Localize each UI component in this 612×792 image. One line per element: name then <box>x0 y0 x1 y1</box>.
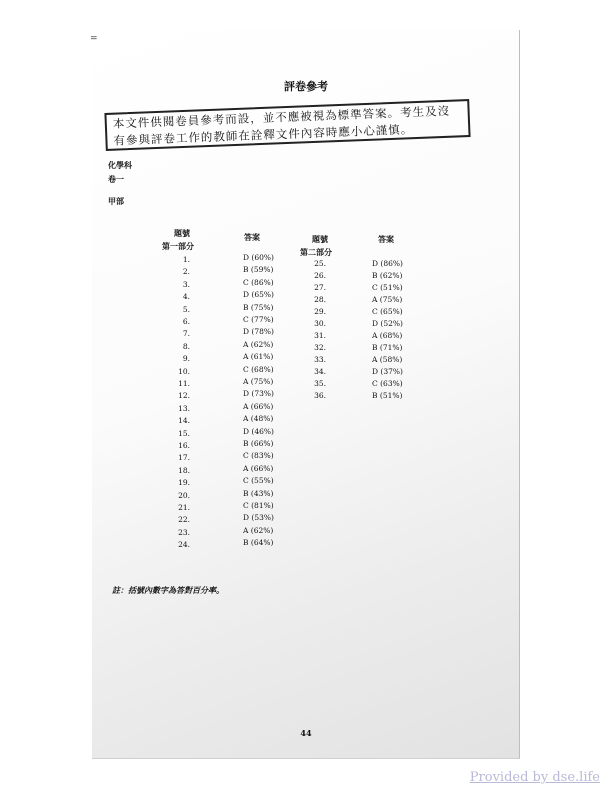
answer-value: A (66%) <box>243 401 274 411</box>
answer-value: B (43%) <box>243 488 274 498</box>
question-number: 17. <box>178 453 190 463</box>
question-number: 24. <box>178 540 190 550</box>
answer-value: C (65%) <box>372 307 403 316</box>
answer-value: A (66%) <box>243 463 274 473</box>
question-number: 27. <box>314 283 326 292</box>
question-number: 18. <box>178 465 190 475</box>
left-question-header: 題號 <box>174 228 190 238</box>
question-number: 26. <box>314 271 326 280</box>
question-number: 32. <box>314 343 326 352</box>
corner-mark: = <box>90 34 98 44</box>
answer-value: A (62%) <box>243 525 274 535</box>
answer-value: C (51%) <box>372 283 403 292</box>
right-part-label: 第二部分 <box>300 247 332 257</box>
question-number: 31. <box>314 331 326 340</box>
page-number: 44 <box>300 728 312 738</box>
right-answer-header: 答案 <box>378 234 394 244</box>
question-number: 15. <box>178 428 190 438</box>
answer-value: C (55%) <box>243 476 274 486</box>
question-number: 7. <box>182 329 190 339</box>
answer-value: B (62%) <box>372 271 403 280</box>
answer-value: D (86%) <box>372 259 403 268</box>
answer-value: A (68%) <box>372 331 403 340</box>
left-part-label: 第一部分 <box>162 241 194 251</box>
left-answer-header: 答案 <box>244 232 260 242</box>
question-number: 3. <box>182 279 190 289</box>
question-number: 2. <box>182 267 190 277</box>
question-number: 11. <box>178 379 190 388</box>
subject-label: 化學科 <box>108 160 132 170</box>
provided-by-link[interactable]: Provided by dse.life <box>469 770 600 785</box>
answer-value: A (58%) <box>372 355 403 364</box>
question-number: 25. <box>314 259 326 268</box>
page-title: 評卷參考 <box>284 80 328 93</box>
question-number: 30. <box>314 319 326 328</box>
answer-value: D (46%) <box>243 426 274 436</box>
question-number: 1. <box>182 255 190 264</box>
answer-value: A (75%) <box>243 377 274 386</box>
question-number: 13. <box>178 403 190 413</box>
answer-value: C (86%) <box>243 277 274 287</box>
question-number: 35. <box>314 379 326 388</box>
answer-value: C (81%) <box>243 501 274 510</box>
answer-value: A (75%) <box>372 295 403 304</box>
answer-value: C (77%) <box>243 315 274 324</box>
footnote: 註：括號內數字為答對百分率。 <box>112 585 224 595</box>
question-number: 14. <box>178 416 190 426</box>
answer-value: B (71%) <box>372 343 403 352</box>
answer-value: B (59%) <box>243 265 274 275</box>
page-bottom-edge <box>92 758 520 759</box>
question-number: 21. <box>178 503 190 512</box>
answer-value: D (78%) <box>243 327 274 337</box>
answer-value: D (52%) <box>372 319 403 328</box>
question-number: 16. <box>178 441 190 450</box>
question-number: 5. <box>182 304 190 314</box>
page-edge <box>519 30 520 758</box>
question-number: 20. <box>178 490 190 500</box>
answer-value: D (65%) <box>243 290 274 300</box>
answer-value: C (83%) <box>243 451 274 461</box>
question-number: 12. <box>178 391 190 401</box>
disclaimer-box: 本文件供閱卷員參考而設，並不應被視為標準答案。考生及沒有參與評卷工作的教師在詮釋文件內容時應小心謹慎。 <box>104 99 470 151</box>
answer-value: B (64%) <box>243 538 274 548</box>
question-number: 6. <box>182 317 190 326</box>
question-number: 28. <box>314 295 326 304</box>
question-number: 22. <box>178 515 190 525</box>
paper-label: 卷一 <box>108 174 124 184</box>
answer-value: C (63%) <box>372 379 403 388</box>
answer-value: A (61%) <box>243 352 274 362</box>
answer-value: A (62%) <box>243 339 274 349</box>
question-number: 33. <box>314 355 326 364</box>
answer-value: B (51%) <box>372 391 403 400</box>
answer-value: C (68%) <box>243 364 274 374</box>
question-number: 4. <box>182 292 190 302</box>
answer-value: A (48%) <box>243 414 274 424</box>
question-number: 36. <box>314 391 326 400</box>
answer-value: B (75%) <box>243 302 274 312</box>
question-number: 9. <box>182 354 190 364</box>
question-number: 23. <box>178 527 190 537</box>
answer-value: D (53%) <box>243 513 274 523</box>
right-question-header: 題號 <box>312 234 328 244</box>
question-number: 19. <box>178 478 190 488</box>
question-number: 34. <box>314 367 326 376</box>
question-number: 10. <box>178 366 190 376</box>
answer-value: D (73%) <box>243 389 274 399</box>
answer-value: D (37%) <box>372 367 403 376</box>
question-number: 29. <box>314 307 326 316</box>
answer-value: B (66%) <box>243 439 274 448</box>
answer-value: D (60%) <box>243 253 274 262</box>
question-number: 8. <box>182 341 190 351</box>
section-label: 甲部 <box>108 196 124 206</box>
